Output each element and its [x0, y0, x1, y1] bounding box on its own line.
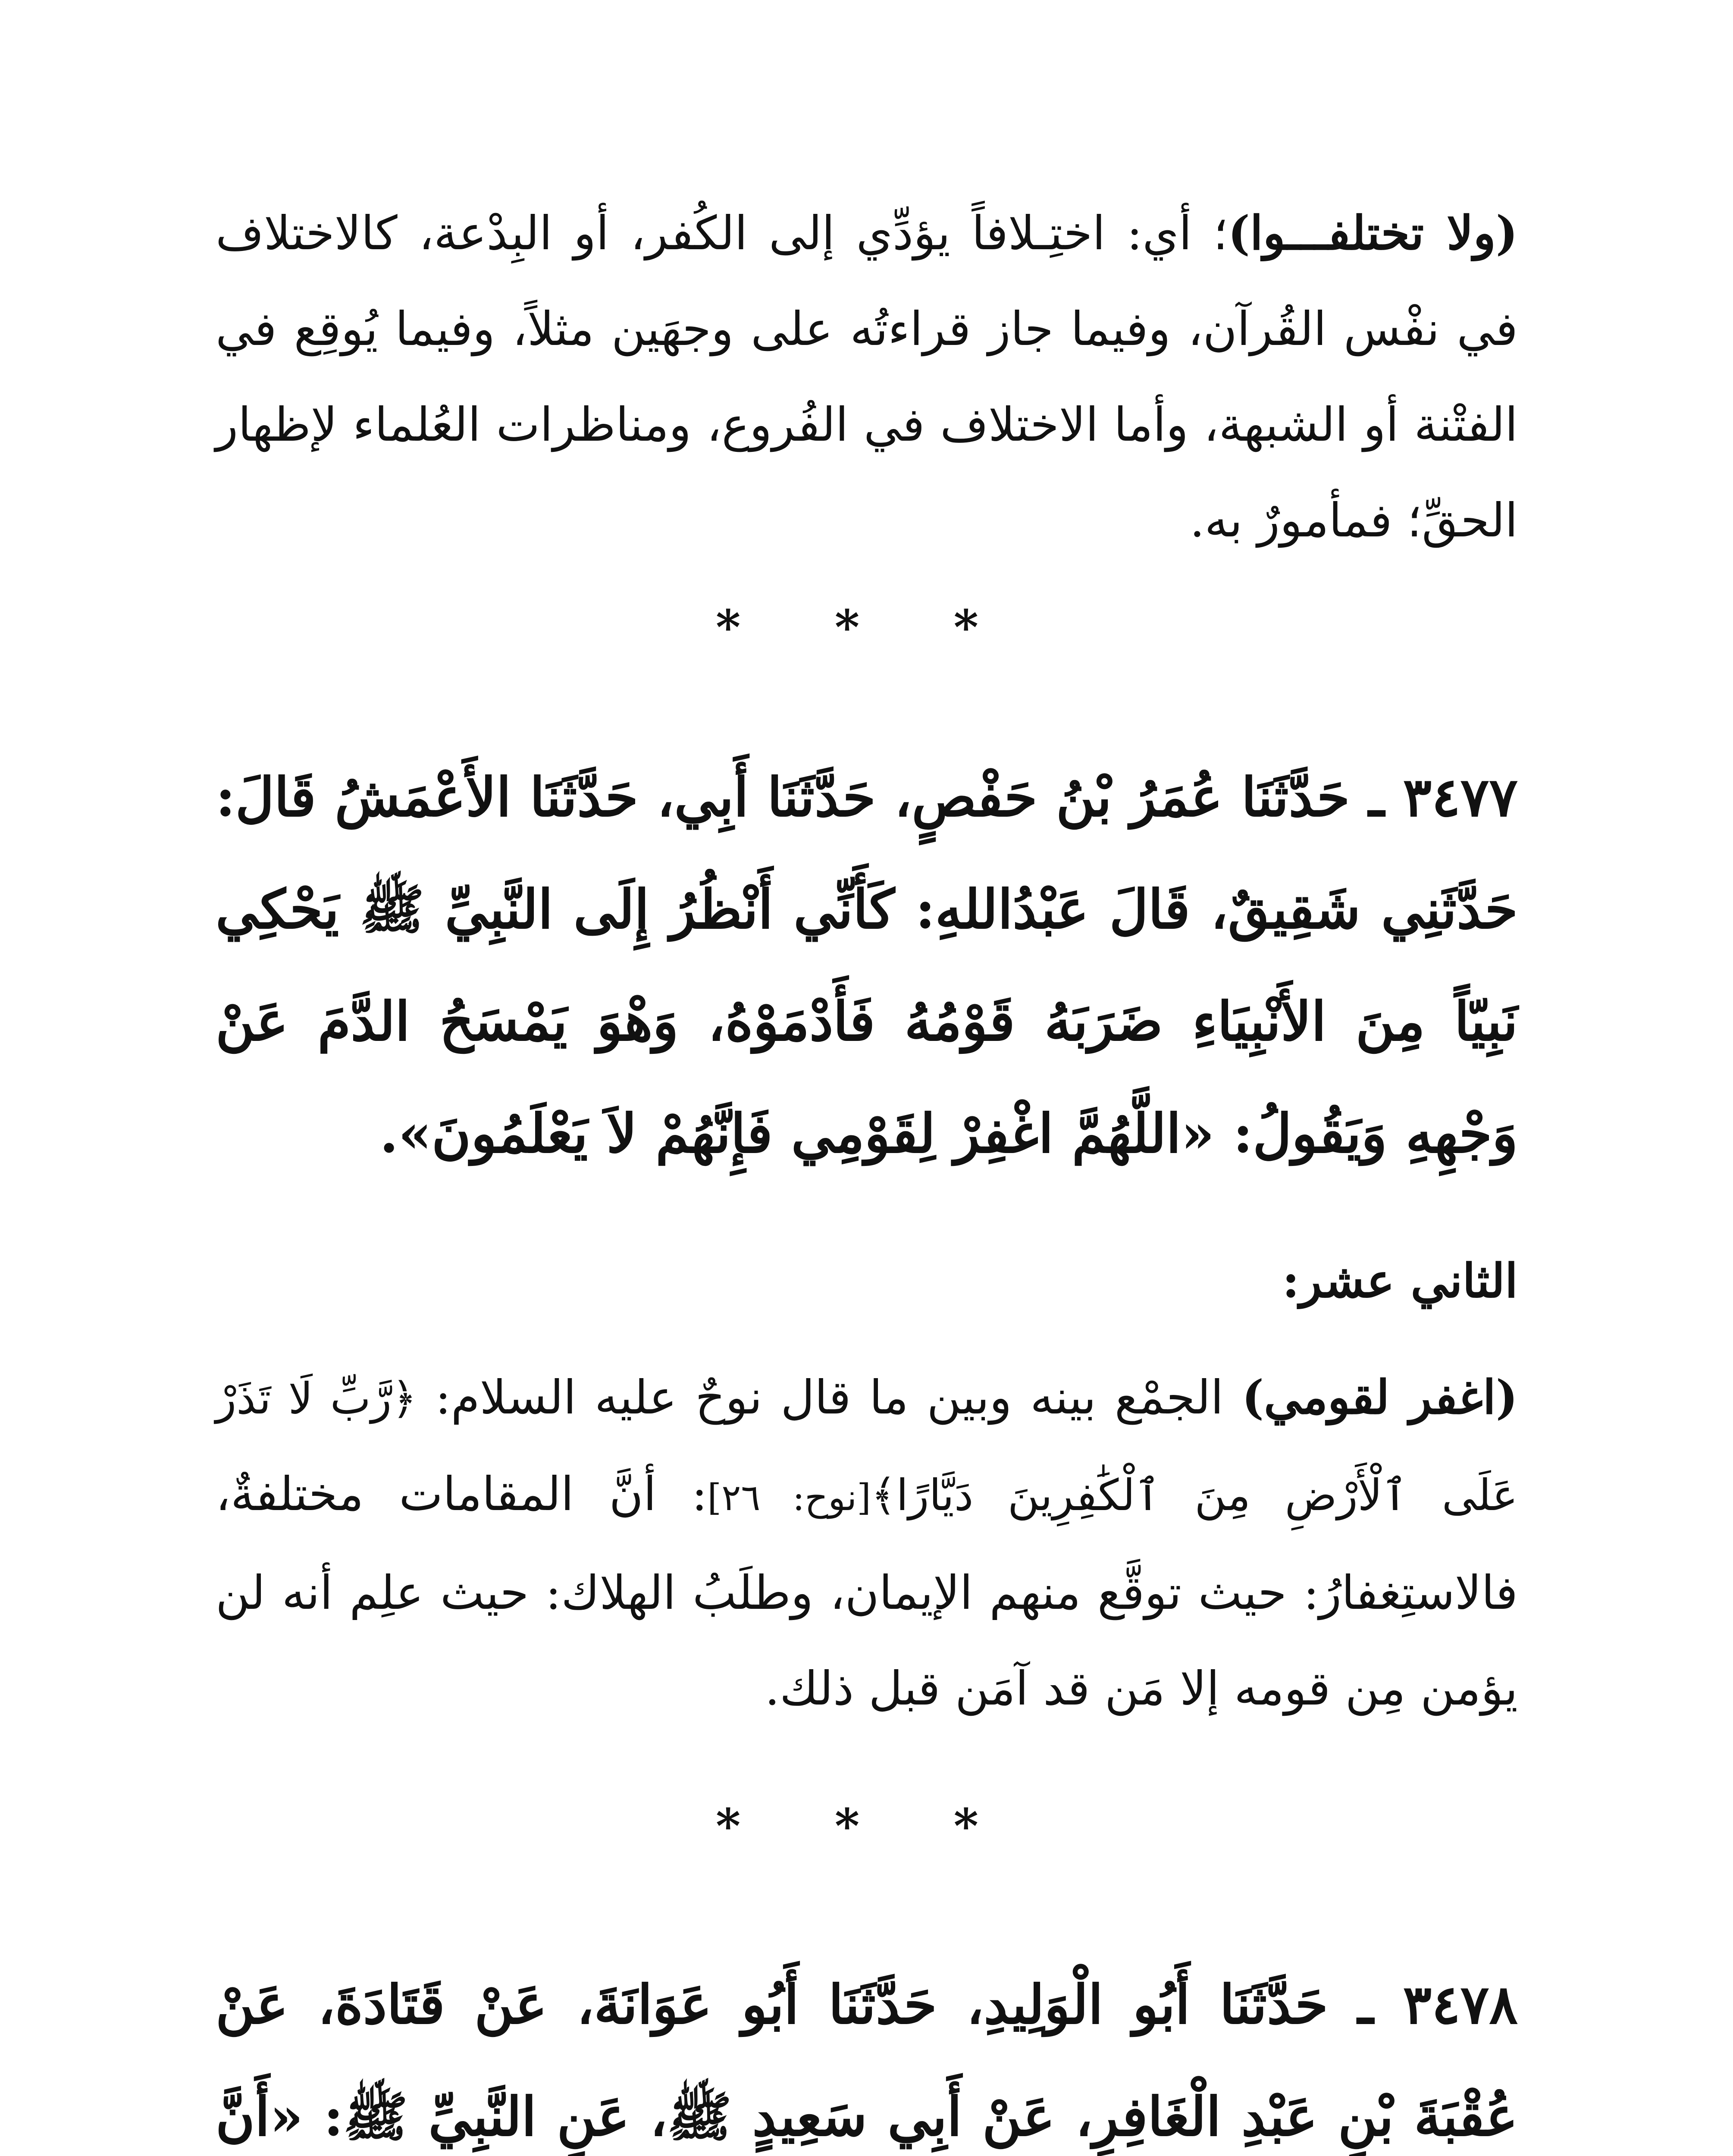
commentary-term: (ولا تختلفـــوا): [1228, 206, 1518, 260]
quran-verse: ﴿رَّبِّ لَا تَذَرْ عَلَى ٱلْأَرْضِ مِنَ ٱلْكَٰفِرِينَ دَيَّارًا﴾: [216, 1373, 1518, 1520]
commentary-paragraph-1: [216, 185, 1518, 569]
commentary-text: الجمْع بينه وبين ما قال نوحٌ عليه السلام:: [417, 1371, 1242, 1425]
hadith-3478: ٣٤٧٨ ـ حَدَّثَنَا أَبُو الْوَلِيدِ، حَدَّثَنَا أَبُو عَوَانَةَ، عَنْ قَتَادَةَ، عَنْ عُقْبَةَ بْنِ عَبْدِ الْغَافِرِ، عَنْ أَبِي سَعِيدٍ ﷺ، عَنِ النَّبِيِّ ﷺ: «أَنَّ: [216, 1974, 1518, 2148]
section-separator: * * *: [715, 599, 1018, 655]
commentary-term: (اغفر لقومي): [1242, 1370, 1518, 1425]
commentary-paragraph-2: [216, 1350, 1518, 1737]
hadith-3477: ٣٤٧٧ ـ حَدَّثَنَا عُمَرُ بْنُ حَفْصٍ، حَدَّثَنَا أَبِي، حَدَّثَنَا الأَعْمَشُ قَالَ: حَدَّثَنِي شَقِيقٌ، قَالَ عَبْدُاللهِ: كَأَنِّي أَنْظُرُ إِلَى النَّبِيِّ ﷺ يَحْكِي نَبِيّاً مِنَ الأَنْبِيَاءِ ضَرَبَهُ قَوْمُهُ فَأَدْمَوْهُ، وَهْوَ يَمْسَحُ الدَّمَ عَنْ وَجْهِهِ وَيَقُولُ: «اللَّهُمَّ اغْفِرْ لِقَوْمِي فَإِنَّهُمْ لاَ يَعْلَمُونَ».: [216, 766, 1518, 1165]
section-separator: * * *: [715, 1798, 1018, 1854]
commentary-text: ؛ أي: اختِـلافاً يؤدِّي إلى الكُفر، أو البِدْعة، كالاختلاف في نفْس القُرآن، وفيما جاز قراءتُه على وجهَين مثلاً، وفيما يُوقِع في الفتْنة أو الشبهة، وأما الاختلاف في الفُروع، ومناظرات العُلماء لإظهار الحقِّ؛ فمأمورٌ به.: [216, 207, 1518, 548]
verse-reference: [نوح: ٢٦]: [707, 1476, 871, 1519]
commentary-text: : أنَّ المقامات مختلفةٌ، فالاستِغفارُ: حيث توقَّع منهم الإيمان، وطلَبُ الهلاك: حيث علِم أنه لن يؤمن مِن قومه إلا مَن قد آمَن قبل ذلك.: [216, 1467, 1518, 1716]
section-heading: الثاني عشر:: [1282, 1254, 1518, 1308]
